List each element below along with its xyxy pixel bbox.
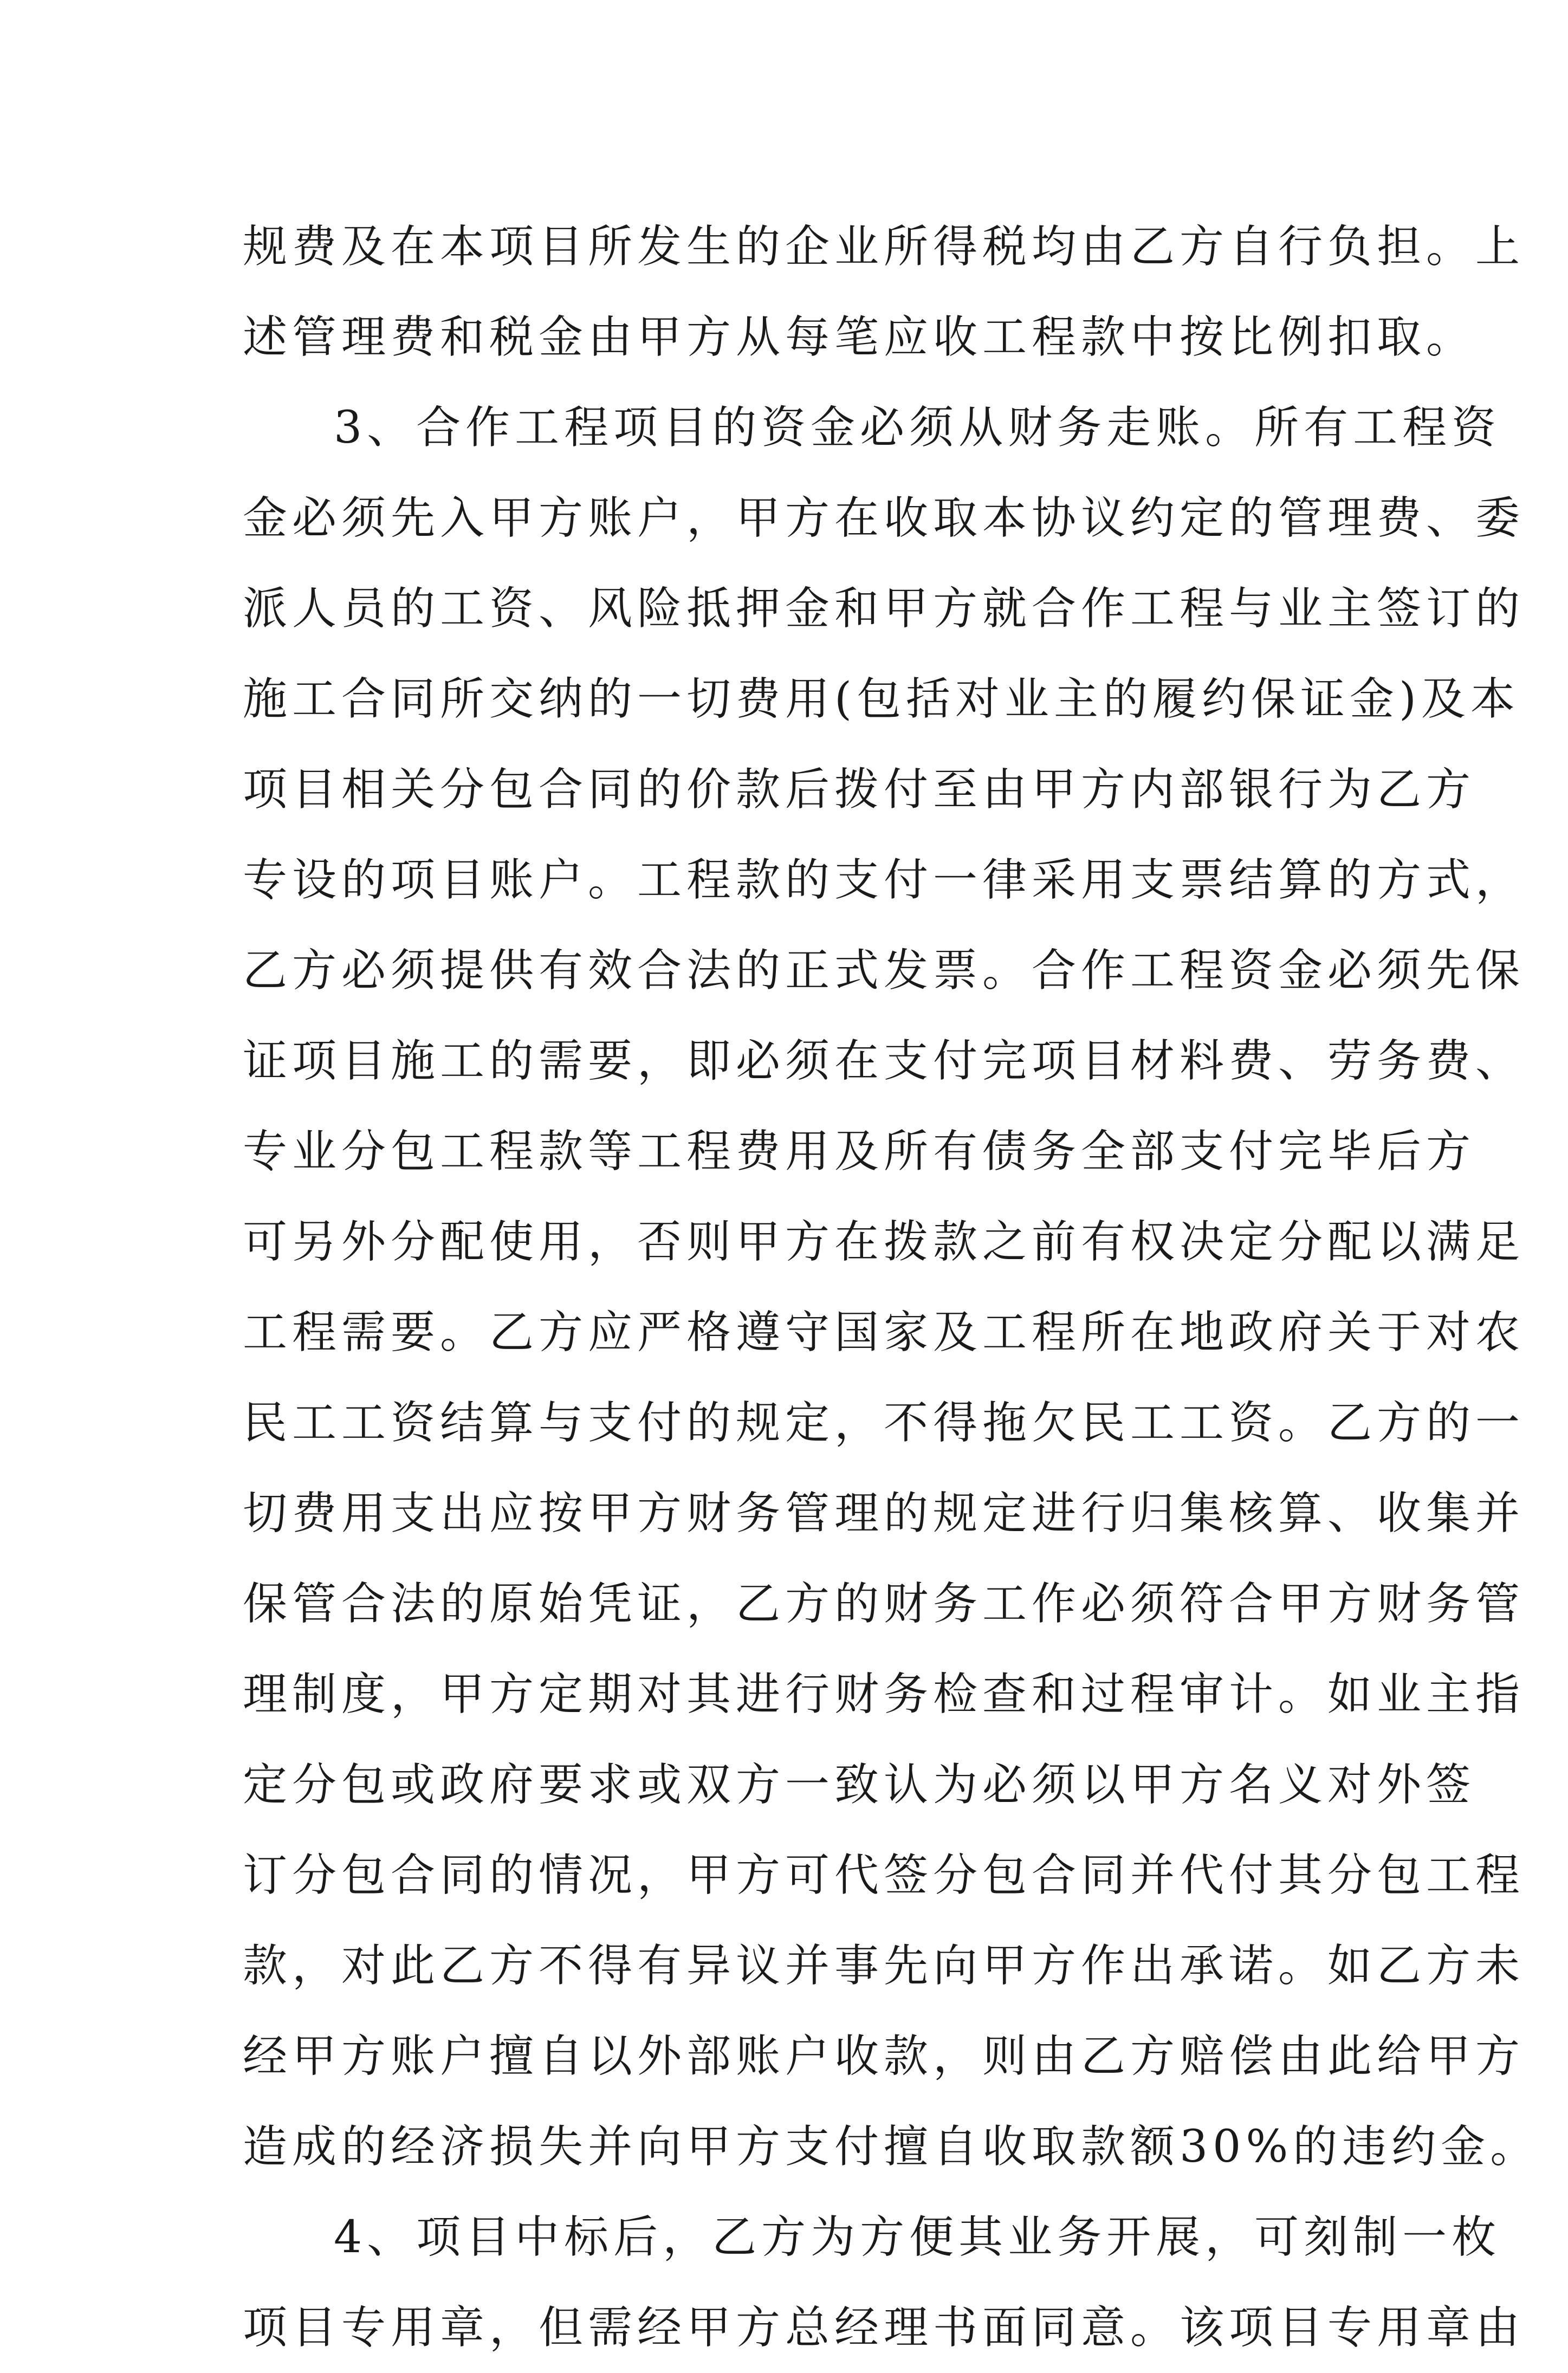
contract-body-text: [243, 202, 1540, 2373]
text-line: 专设的项目账户。工程款的支付一律采用支票结算的方式，: [243, 854, 1525, 906]
clause-3-first-line: 3、合作工程项目的资金必须从财务走账。所有工程资: [334, 402, 1501, 453]
clause-4-first-line: 4、项目中标后，乙方为方便其业务开展，可刻制一枚: [334, 2212, 1501, 2263]
text-line: 造成的经济损失并向甲方支付擅自收取款额30%的违约金。: [243, 2121, 1540, 2173]
text-line: 施工合同所交纳的一切费用(包括对业主的履约保证金)及本: [243, 673, 1520, 725]
text-line: 乙方必须提供有效合法的正式发票。合作工程资金必须先保: [243, 945, 1525, 996]
text-line: 理制度，甲方定期对其进行财务检查和过程审计。如业主指: [243, 1669, 1525, 1720]
text-line: 规费及在本项目所发生的企业所得税均由乙方自行负担。上: [243, 221, 1525, 273]
text-line: 切费用支出应按甲方财务管理的规定进行归集核算、收集并: [243, 1488, 1525, 1539]
text-line: 定分包或政府要求或双方一致认为必须以甲方名义对外签: [243, 1759, 1476, 1811]
text-line: 工程需要。乙方应严格遵守国家及工程所在地政府关于对农: [243, 1307, 1525, 1358]
text-line: 可另外分配使用，否则甲方在拨款之前有权决定分配以满足: [243, 1216, 1525, 1268]
text-line: 经甲方账户擅自以外部账户收款，则由乙方赔偿由此给甲方: [243, 2031, 1525, 2082]
text-line: 述管理费和税金由甲方从每笔应收工程款中按比例扣取。: [243, 312, 1476, 363]
text-line: 专业分包工程款等工程费用及所有债务全部支付完毕后方: [243, 1126, 1476, 1177]
text-line: 保管合法的原始凭证，乙方的财务工作必须符合甲方财务管: [243, 1578, 1525, 1630]
text-line: 项目相关分包合同的价款后拨付至由甲方内部银行为乙方: [243, 764, 1476, 815]
text-line: 款，对此乙方不得有异议并事先向甲方作出承诺。如乙方未: [243, 1940, 1525, 1992]
text-line: 证项目施工的需要，即必须在支付完项目材料费、劳务费、: [243, 1035, 1525, 1087]
text-line: 项目专用章，但需经甲方总经理书面同意。该项目专用章由: [243, 2302, 1525, 2353]
text-line: 订分包合同的情况，甲方可代签分包合同并代付其分包工程: [243, 1850, 1525, 1901]
text-line: 金必须先入甲方账户，甲方在收取本协议约定的管理费、委: [243, 492, 1525, 544]
text-line: 派人员的工资、风险抵押金和甲方就合作工程与业主签订的: [243, 583, 1525, 634]
text-line: 民工工资结算与支付的规定，不得拖欠民工工资。乙方的一: [243, 1397, 1525, 1449]
